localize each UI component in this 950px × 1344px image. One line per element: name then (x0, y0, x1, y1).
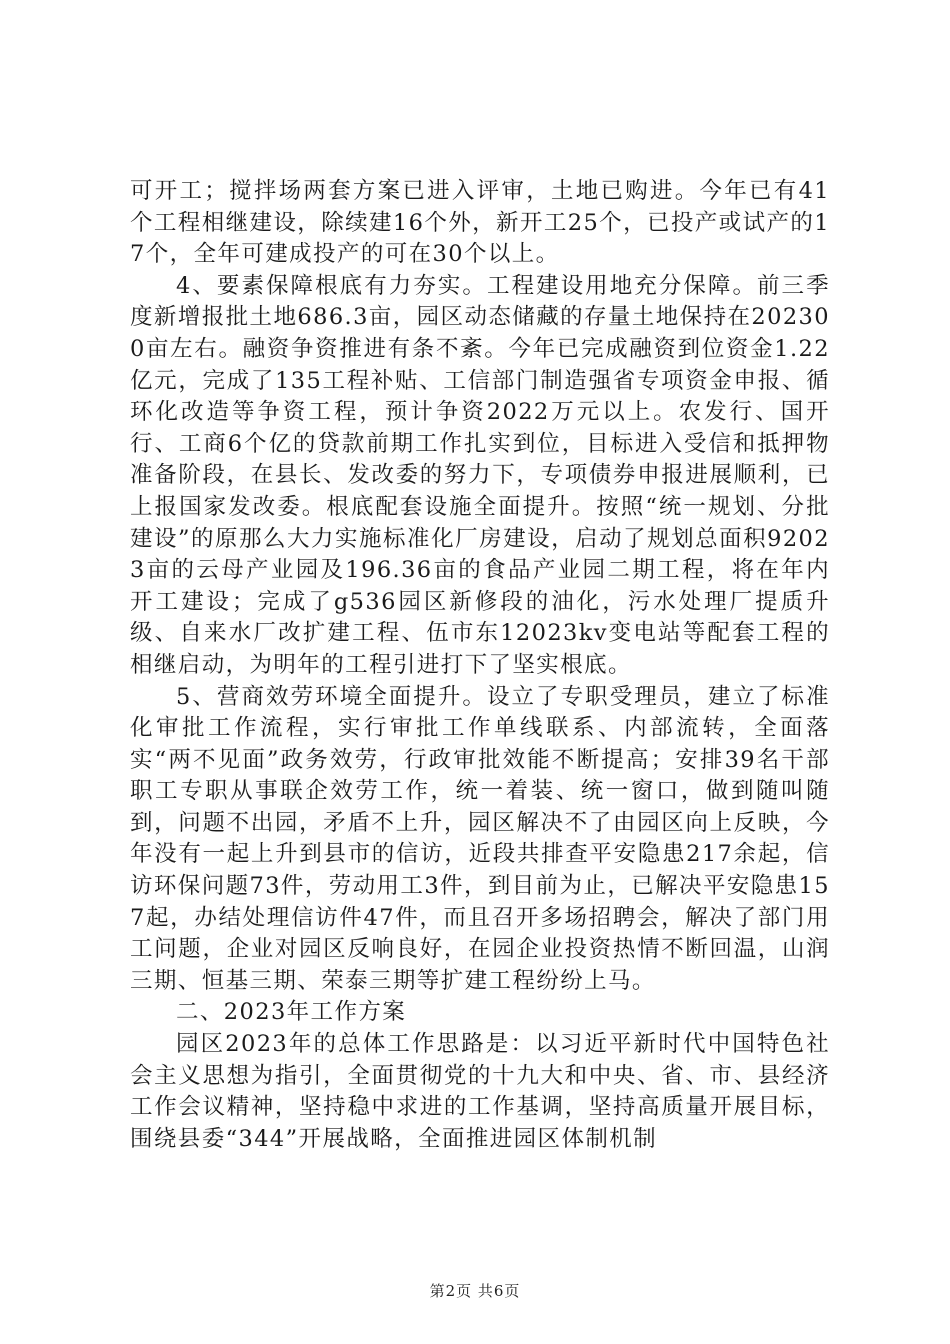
paragraph-factor-guarantee: 4、要素保障根底有力夯实。工程建设用地充分保障。前三季度新增报批土地686.3亩，园区动态储藏的存量土地保持在202300亩左右。融资争资推进有条不紊。今年已完成融资到位资金1.22亿元，完成了135工程补贴、工信部门制造强省专项资金申报、循环化改造等争资工程，预计争资2022万元以上。农发行、国开行、工商6个亿的贷款前期工作扎实到位，目标进入受信和抵押物准备阶段，在县长、发改委的努力下，专项债券申报进展顺利，已上报国家发改委。根底配套设施全面提升。按照“统一规划、分批建设”的原那么大力实施标准化厂房建设，启动了规划总面积92023亩的云母产业园及196.36亩的食品产业园二期工程，将在年内开工建设；完成了g536园区新修段的油化，污水处理厂提质升级、自来水厂改扩建工程、伍市东12023kv变电站等配套工程的相继启动，为明年的工程引进打下了坚实根底。 (130, 272, 830, 678)
paragraph-overall-approach: 园区2023年的总体工作思路是：以习近平新时代中国特色社会主义思想为指引，全面贯彻党的十九大和中央、省、市、县经济工作会议精神，坚持稳中求进的工作基调，坚持高质量开展目标，围绕县委“344”开展战略，全面推进园区体制机制 (130, 1031, 830, 1152)
page-number-footer: 第2页 共6页 (429, 1282, 521, 1300)
paragraph-business-environment: 5、营商效劳环境全面提升。设立了专职受理员，建立了标准化审批工作流程，实行审批工作单线联系、内部流转，全面落实“两不见面”政务效劳，行政审批效能不断提高；安排39名干部职工专职从事联企效劳工作，统一着装、统一窗口，做到随叫随到，问题不出园，矛盾不上升，园区解决不了由园区向上反映，今年没有一起上升到县市的信访，近段共排查平安隐患217余起，信访环保问题73件，劳动用工3件，到目前为止，已解决平安隐患157起，办结处理信访件47件，而且召开多场招聘会，解决了部门用工问题，企业对园区反响良好，在园企业投资热情不断回温，山润三期、恒基三期、荣泰三期等扩建工程纷纷上马。 (130, 683, 830, 994)
document-body (130, 176, 830, 1155)
paragraph-continuation: 可开工；搅拌场两套方案已进入评审，土地已购进。今年已有41个工程相继建设，除续建16个外，新开工25个，已投产或试产的17个，全年可建成投产的可在30个以上。 (130, 178, 830, 268)
section-heading-work-plan: 二、2023年工作方案 (176, 999, 407, 1026)
